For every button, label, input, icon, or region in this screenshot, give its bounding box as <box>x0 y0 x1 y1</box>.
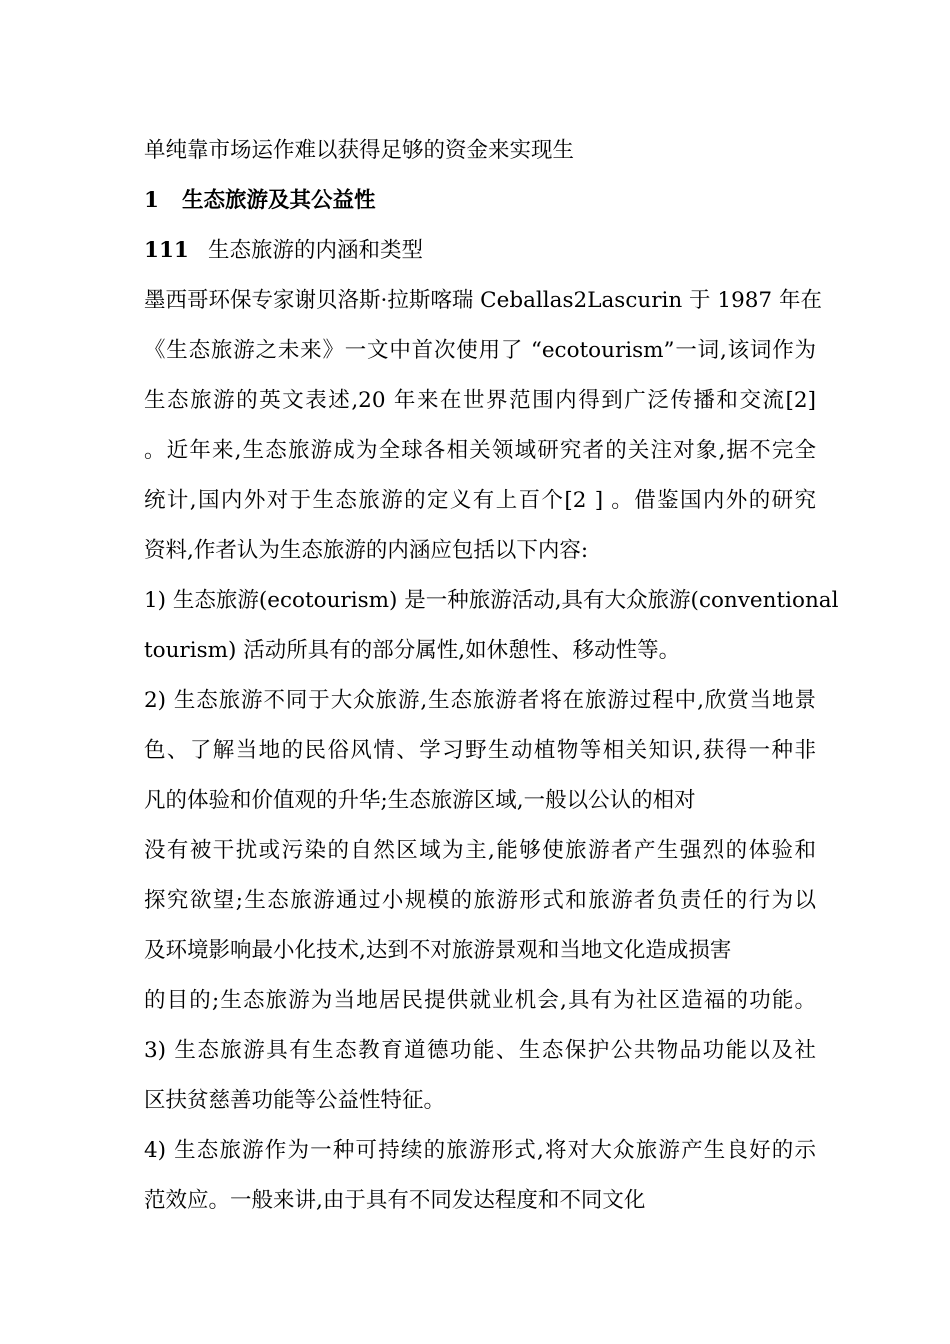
paragraph-line: 单纯靠市场运作难以获得足够的资金来实现生 <box>144 138 575 163</box>
list-item-line: 色、了解当地的民俗风情、学习野生动植物等相关知识,获得一种非 <box>144 738 816 763</box>
list-item-line: 4) 生态旅游作为一种可持续的旅游形式,将对大众旅游产生良好的示 <box>144 1138 816 1163</box>
list-item-line: 1) 生态旅游(ecotourism) 是一种旅游活动,具有大众旅游(conventional <box>144 588 839 613</box>
paragraph-line: 墨西哥环保专家谢贝洛斯·拉斯喀瑞 Ceballas2Lascurin 于 1987 年在 <box>144 288 822 313</box>
list-item-line: 区扶贫慈善功能等公益性特征。 <box>144 1088 446 1113</box>
paragraph-line: 统计,国内外对于生态旅游的定义有上百个[2 ] 。借鉴国内外的研究 <box>144 488 816 513</box>
list-item-line: 2) 生态旅游不同于大众旅游,生态旅游者将在旅游过程中,欣赏当地景 <box>144 688 816 713</box>
subsection-heading <box>144 236 816 266</box>
list-item-line: 及环境影响最小化技术,达到不对旅游景观和当地文化造成损害 <box>144 938 732 963</box>
paragraph-line: 资料,作者认为生态旅游的内涵应包括以下内容: <box>144 538 589 563</box>
list-item-line: tourism) 活动所具有的部分属性,如休憩性、移动性等。 <box>144 638 681 663</box>
list-item-line: 3) 生态旅游具有生态教育道德功能、生态保护公共物品功能以及社 <box>144 1038 816 1063</box>
section-number: 1 <box>144 188 159 213</box>
paragraph-line: 。近年来,生态旅游成为全球各相关领域研究者的关注对象,据不完全 <box>144 438 816 463</box>
subsection-number: 111 <box>144 238 189 263</box>
list-item-line: 的目的;生态旅游为当地居民提供就业机会,具有为社区造福的功能。 <box>144 988 816 1013</box>
section-heading <box>144 186 816 216</box>
paragraph-line: 生态旅游的英文表述,20 年来在世界范围内得到广泛传播和交流[2] <box>144 388 816 413</box>
subsection-title: 生态旅游的内涵和类型 <box>208 238 424 263</box>
list-item-line: 探究欲望;生态旅游通过小规模的旅游形式和旅游者负责任的行为以 <box>144 888 816 913</box>
section-title: 生态旅游及其公益性 <box>182 188 376 213</box>
list-item-line: 范效应。一般来讲,由于具有不同发达程度和不同文化 <box>144 1188 646 1213</box>
list-item-line: 凡的体验和价值观的升华;生态旅游区域,一般以公认的相对 <box>144 788 696 813</box>
paragraph-line: 《生态旅游之未来》一文中首次使用了 “ecotourism”一词,该词作为 <box>144 338 816 363</box>
list-item-line: 没有被干扰或污染的自然区域为主,能够使旅游者产生强烈的体验和 <box>144 838 816 863</box>
